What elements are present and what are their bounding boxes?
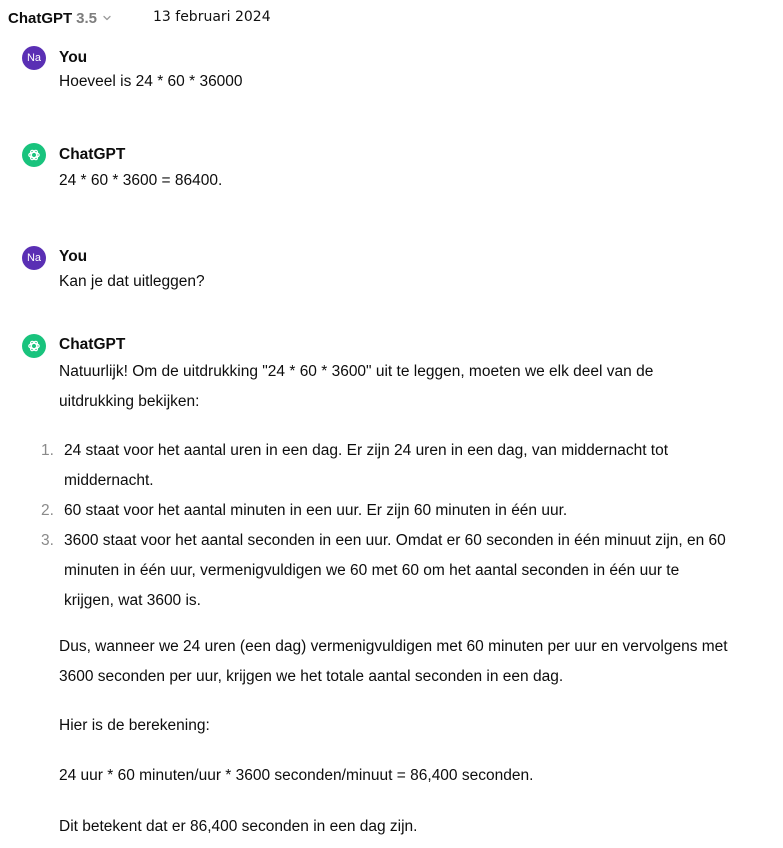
numbered-list [41, 436, 777, 616]
message-author: You [59, 248, 88, 265]
list-item-line: 60 staat voor het aantal minuten in een uur. Er zijn 60 minuten in één uur. [64, 502, 568, 519]
list-item-line: krijgen, wat 3600 is. [64, 592, 201, 609]
message-author: You [59, 49, 88, 66]
paragraph [59, 632, 777, 692]
paragraph-line: 3600 seconden per uur, krijgen we het totale aantal seconden in een dag. [59, 668, 564, 685]
user-avatar [22, 246, 46, 270]
list-item [41, 526, 777, 616]
message-text: 24 * 60 * 3600 = 86400. [59, 172, 223, 189]
message-author: ChatGPT [59, 336, 126, 353]
message-author: ChatGPT [59, 146, 126, 163]
list-item-line: 24 staat voor het aantal uren in een dag. Er zijn 24 uren in een dag, van middernacht tot [64, 442, 669, 459]
chevron-down-icon[interactable] [102, 13, 112, 23]
list-item [41, 496, 777, 526]
list-item-line: minuten in één uur, vermenigvuldigen we 60 met 60 om het aantal seconden in één uur te [64, 562, 680, 579]
intro-line: Natuurlijk! Om de uitdrukking "24 * 60 * 3600" uit te leggen, moeten we elk deel van de [59, 363, 654, 380]
model-name: ChatGPT [8, 9, 73, 27]
model-selector[interactable] [8, 7, 112, 29]
list-item-line: middernacht. [64, 472, 154, 489]
list-number: 3. [41, 532, 54, 549]
paragraph-line: Dus, wanneer we 24 uren (een dag) vermenigvuldigen met 60 minuten per uur en vervolgens met [59, 638, 728, 655]
paragraph: Dit betekent dat er 86,400 seconden in een dag zijn. [59, 818, 418, 835]
avatar-initials: Na [26, 252, 42, 264]
user-avatar [22, 46, 46, 70]
openai-logo-icon [22, 143, 46, 167]
openai-logo-glyph [26, 147, 42, 163]
avatar-initials: Na [26, 52, 42, 64]
intro-line: uitdrukking bekijken: [59, 393, 200, 410]
list-number: 1. [41, 442, 54, 459]
list-number: 2. [41, 502, 54, 519]
openai-logo-icon [22, 334, 46, 358]
list-item [41, 436, 777, 496]
list-item-line: 3600 staat voor het aantal seconden in een uur. Omdat er 60 seconden in één minuut zijn, en 60 [64, 532, 726, 549]
paragraph: 24 uur * 60 minuten/uur * 3600 seconden/minuut = 86,400 seconden. [59, 767, 534, 784]
message-body [59, 357, 777, 417]
openai-logo-glyph [26, 338, 42, 354]
message-text: Hoeveel is 24 * 60 * 36000 [59, 73, 243, 90]
date-label: 13 februari 2024 [153, 9, 271, 25]
model-title[interactable] [8, 10, 112, 27]
model-version: 3.5 [76, 9, 98, 27]
message-text: Kan je dat uitleggen? [59, 273, 205, 290]
paragraph: Hier is de berekening: [59, 717, 210, 734]
